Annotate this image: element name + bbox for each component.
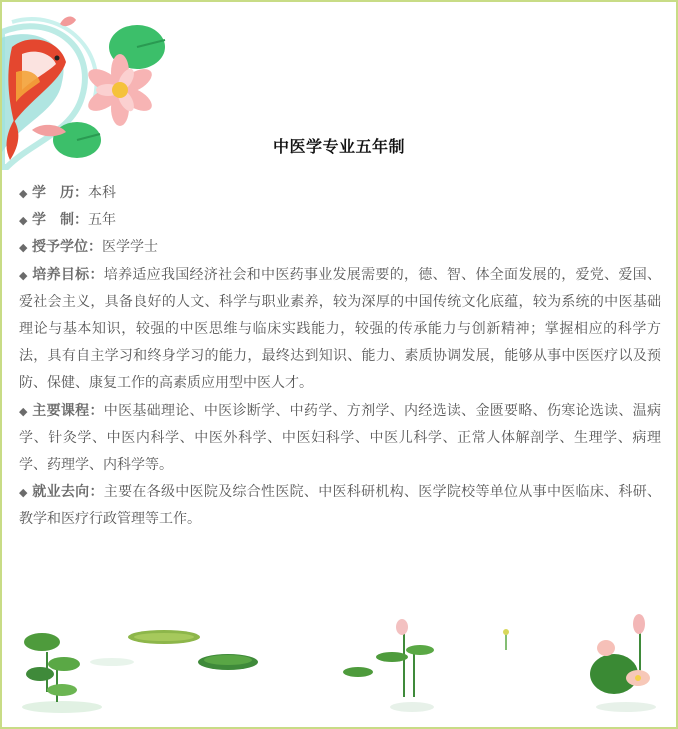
detail-label: 主要课程： <box>32 402 104 419</box>
detail-value: 主要在各级中医院及综合性医院、中医科研机构、医学院校等单位从事中医临床、科研、教学和医疗行政管理等工作。 <box>19 484 662 528</box>
detail-degree-awarded <box>19 234 661 261</box>
detail-value: 五年 <box>88 212 116 229</box>
detail-value: 培养适应我国经济社会和中医药事业发展需要的，德、智、体全面发展的，爱党、爱国、爱社会主义，具备良好的人文、科学与职业素养，较为深厚的中国传统文化底蕴，较为系统的中医基础理论与基本知识，较强的中医思维与临床实践能力，较强的传承能力与创新精神；掌握相应的科学方法，具有自主学习和终身学习的能力，最终达到知识、能力、素质协调发展，能够从事中医医疗以及预防、保健、康复工作的高素质应用型中医人才。 <box>19 266 662 392</box>
diamond-bullet-icon: ◆ <box>19 486 28 500</box>
detail-label: 学 历： <box>32 185 88 201</box>
detail-training-goal <box>19 262 661 398</box>
detail-degree-level <box>19 180 661 207</box>
diamond-bullet-icon: ◆ <box>19 404 28 418</box>
detail-label: 培养目标： <box>32 266 104 283</box>
detail-main-courses <box>19 398 661 480</box>
diamond-bullet-icon: ◆ <box>19 241 28 255</box>
lotus-pond-decoration <box>2 612 676 727</box>
detail-career <box>19 479 661 533</box>
diamond-bullet-icon: ◆ <box>19 187 28 200</box>
detail-label: 学 制： <box>32 212 88 229</box>
diamond-bullet-icon: ◆ <box>19 268 28 282</box>
page-title: 中医学专业五年制 <box>272 137 405 156</box>
detail-value: 中医基础理论、中医诊断学、中药学、方剂学、内经选读、金匮要略、伤寒论选读、温病学、针灸学、中医内科学、中医外科学、中医妇科学、中医儿科学、正常人体解剖学、生理学、病理学、药理学、内科学等。 <box>19 402 662 474</box>
diamond-bullet-icon: ◆ <box>19 214 28 228</box>
detail-value: 医学学士 <box>102 239 158 256</box>
detail-label: 授予学位： <box>32 239 102 256</box>
detail-label: 就业去向： <box>32 484 104 501</box>
detail-value: 本科 <box>88 185 116 201</box>
detail-duration <box>19 207 661 234</box>
program-details <box>19 180 661 534</box>
